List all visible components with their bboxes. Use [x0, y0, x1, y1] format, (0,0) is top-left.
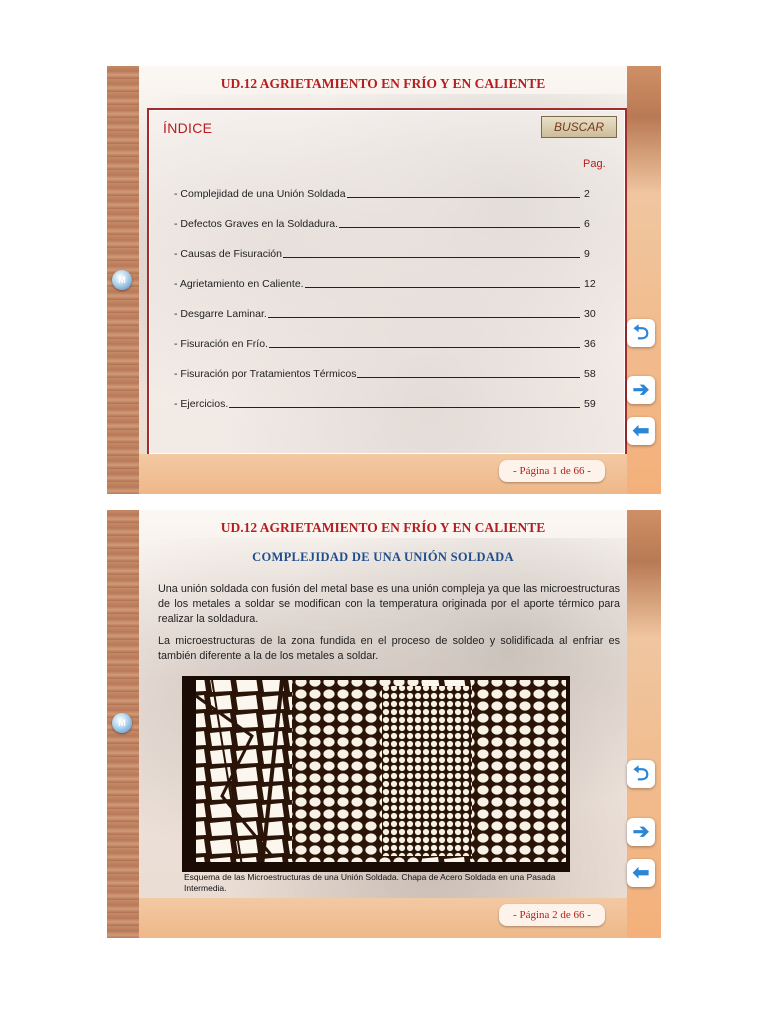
index-item[interactable] [174, 364, 604, 380]
section-subtitle: COMPLEJIDAD DE UNA UNIÓN SOLDADA [252, 550, 514, 564]
index-item[interactable] [174, 214, 604, 230]
paragraph-1: Una unión soldada con fusión del metal base es una unión compleja ya que las microestructuras de los metales a soldar se modifican con la temperatura originada por el aporte térmico para realizar la soldadura. [158, 583, 620, 625]
leader-line [269, 347, 580, 348]
index-item-page: 9 [584, 248, 590, 260]
index-item[interactable] [174, 274, 604, 290]
index-item-page: 30 [584, 308, 596, 320]
leader-line [357, 377, 580, 378]
index-item-page: 36 [584, 338, 596, 350]
index-item-label: - Ejercicios. [174, 398, 229, 410]
slide-title: UD.12 AGRIETAMIENTO EN FRÍO Y EN CALIENTE [220, 520, 546, 535]
menu-m-button[interactable]: M [112, 270, 132, 290]
index-item-label: - Fisuración en Frío. [174, 338, 268, 350]
menu-m-button[interactable]: M [112, 713, 132, 733]
index-box [147, 108, 627, 456]
index-item-page: 6 [584, 218, 590, 230]
microstructure-image [182, 676, 570, 872]
index-item-page: 2 [584, 188, 590, 200]
leader-line [283, 257, 580, 258]
index-item-label: - Defectos Graves en la Soldadura. [174, 218, 339, 230]
leader-line [268, 317, 580, 318]
page-column-header: Pag. [583, 158, 606, 170]
index-item-label: - Desgarre Laminar. [174, 308, 267, 320]
index-item[interactable] [174, 244, 604, 260]
leader-line [305, 287, 580, 288]
index-item-page: 58 [584, 368, 596, 380]
slide-2 [107, 510, 661, 938]
index-item[interactable] [174, 184, 604, 200]
index-item[interactable] [174, 334, 604, 350]
index-item-label: - Agrietamiento en Caliente. [174, 278, 304, 290]
index-item-label: - Causas de Fisuración [174, 248, 282, 260]
index-item[interactable] [174, 394, 604, 410]
index-item-page: 12 [584, 278, 596, 290]
return-arrow-icon[interactable]: ⮌ [627, 760, 655, 788]
index-title: ÍNDICE [163, 120, 213, 136]
return-arrow-icon[interactable]: ⮌ [627, 319, 655, 347]
slide-title: UD.12 AGRIETAMIENTO EN FRÍO Y EN CALIENTE [220, 76, 546, 91]
page-indicator: - Página 2 de 66 - [499, 904, 605, 926]
microstructure-drawing [182, 676, 570, 872]
paragraph-2: La microestructuras de la zona fundida en el proceso de soldeo y solidificada al enfriar es también diferente a la de los metales a soldar. [158, 635, 620, 662]
leader-line [229, 407, 580, 408]
next-arrow-icon[interactable]: ➔ [627, 376, 655, 404]
prev-arrow-icon[interactable]: ⬅ [627, 417, 655, 445]
slide-1 [107, 66, 661, 494]
index-item-label: - Complejidad de una Unión Soldada [174, 188, 346, 200]
page-indicator: - Página 1 de 66 - [499, 460, 605, 482]
index-item[interactable] [174, 304, 604, 320]
leader-line [347, 197, 580, 198]
search-button[interactable]: BUSCAR [541, 116, 617, 138]
leader-line [339, 227, 580, 228]
index-item-page: 59 [584, 398, 596, 410]
index-item-label: - Fisuración por Tratamientos Térmicos [174, 368, 357, 380]
prev-arrow-icon[interactable]: ⬅ [627, 859, 655, 887]
image-caption: Esquema de las Microestructuras de una Unión Soldada. Chapa de Acero Soldada en una Pasada Intermedia. [184, 872, 556, 893]
next-arrow-icon[interactable]: ➔ [627, 818, 655, 846]
